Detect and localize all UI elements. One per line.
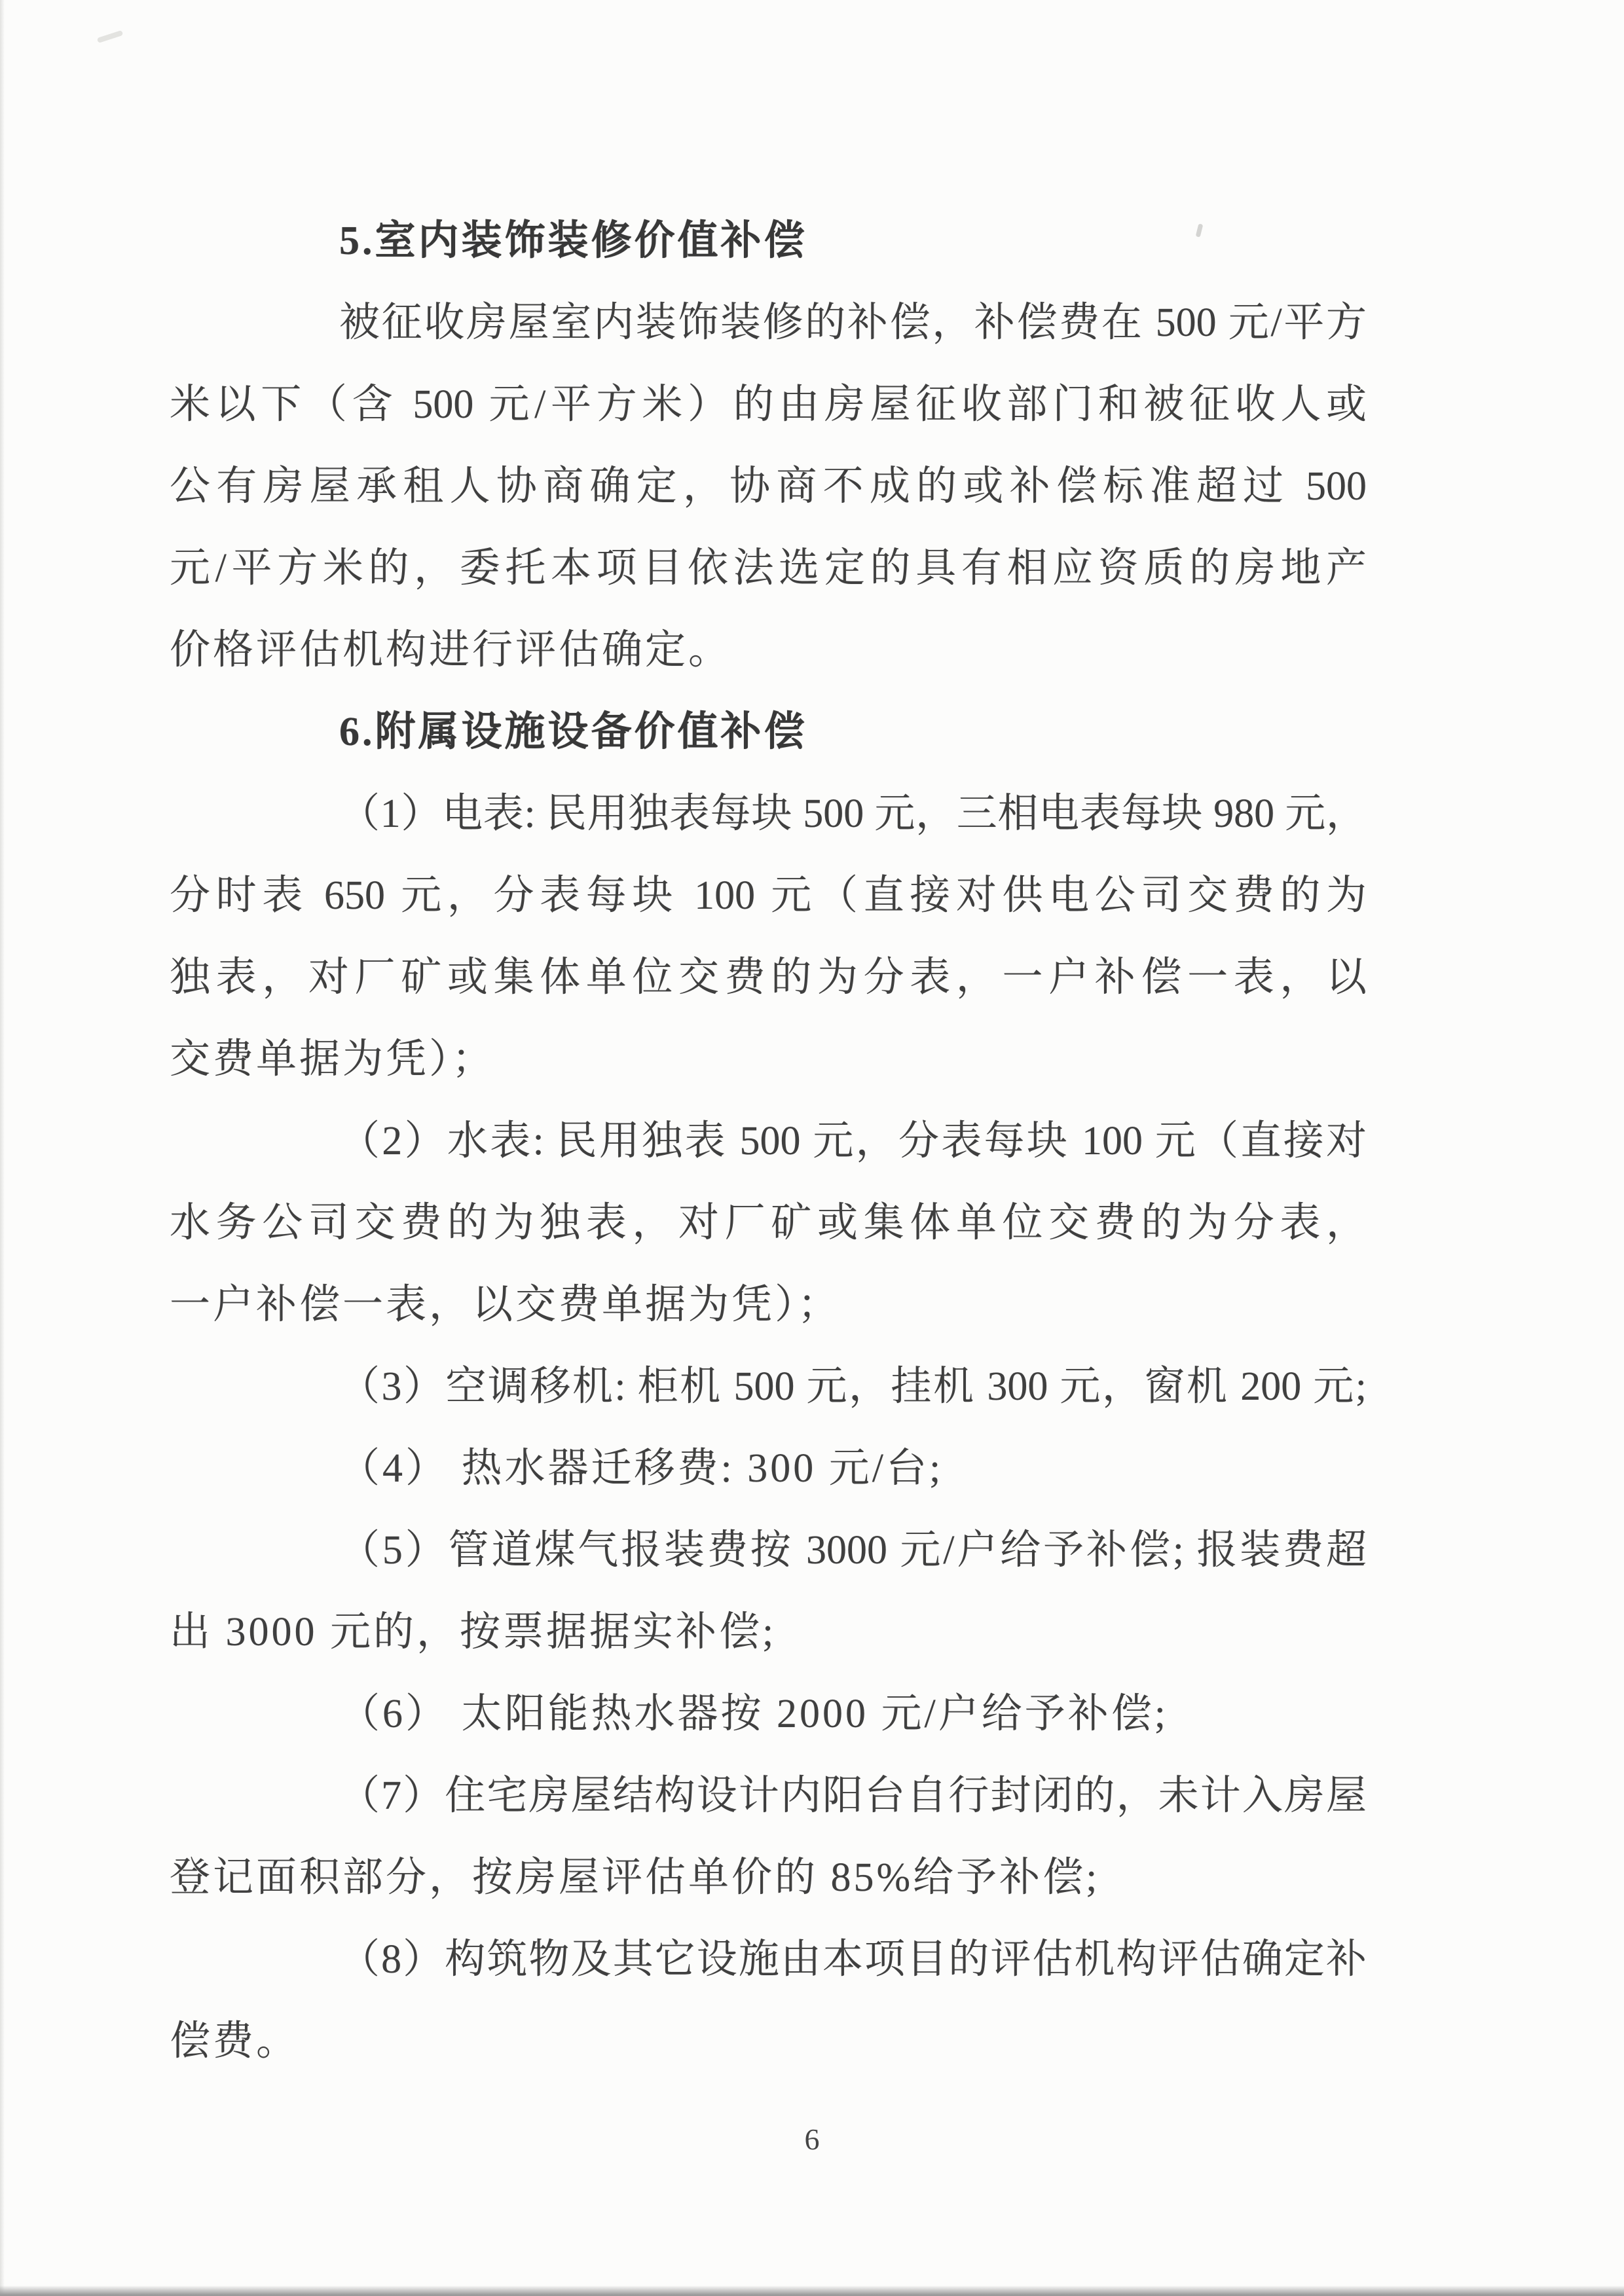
text-line: （4） 热水器迁移费: 300 元/台;: [339, 1446, 944, 1491]
text-line: 分时表 650 元，分表每块 100 元（直接对供电公司交费的为: [170, 873, 1367, 918]
text-line: 出 3000 元的，按票据据实补偿;: [170, 1610, 777, 1654]
text-line: 被征收房屋室内装饰装修的补偿，补偿费在 500 元/平方: [339, 301, 1367, 345]
text-line: 交费单据为凭）；: [170, 1037, 496, 1082]
text-line: 偿费。: [170, 2019, 300, 2064]
text-line: （3）空调移机: 柜机 500 元，挂机 300 元，窗机 200 元;: [339, 1364, 1367, 1409]
text-line: 米以下（含 500 元/平方米）的由房屋征收部门和被征收人或: [170, 382, 1367, 427]
section-heading-line: 5.室内装饰装修价值补偿: [339, 219, 807, 263]
text-line: （1）电表: 民用独表每块 500 元，三相电表每块 980 元，: [339, 792, 1367, 836]
text-line: 公有房屋承租人协商确定，协商不成的或补偿标准超过 500: [170, 464, 1367, 509]
text-line: 价格评估机构进行评估确定。: [170, 628, 732, 672]
text-line: 元/平方米的，委托本项目依法选定的具有相应资质的房地产: [170, 546, 1367, 591]
text-line: （8）构筑物及其它设施由本项目的评估机构评估确定补: [339, 1937, 1367, 1982]
scan-edge-left: [0, 0, 5, 2296]
text-line: 独表，对厂矿或集体单位交费的为分表，一户补偿一表，以: [170, 955, 1367, 1000]
text-line: 登记面积部分，按房屋评估单价的 85%给予补偿;: [170, 1855, 1100, 1900]
text-line: 一户补偿一表，以交费单据为凭）；: [170, 1283, 841, 1327]
text-line: （2）水表: 民用独表 500 元，分表每块 100 元（直接对: [339, 1119, 1367, 1163]
text-line: 水务公司交费的为独表，对厂矿或集体单位交费的为分表，: [170, 1201, 1367, 1245]
scan-smudge-artifact: [97, 30, 124, 43]
page-number: 6: [804, 2123, 820, 2156]
text-line: （5）管道煤气报装费按 3000 元/户给予补偿; 报装费超: [339, 1528, 1367, 1573]
section-heading-line: 6.附属设施设备价值补偿: [339, 710, 807, 754]
text-line: （6） 太阳能热水器按 2000 元/户给予补偿;: [339, 1692, 1168, 1736]
scan-edge-bottom: [0, 2286, 1624, 2296]
text-line: （7）住宅房屋结构设计内阳台自行封闭的，未计入房屋: [339, 1774, 1367, 1818]
document-text-block: [0, 200, 1624, 2083]
